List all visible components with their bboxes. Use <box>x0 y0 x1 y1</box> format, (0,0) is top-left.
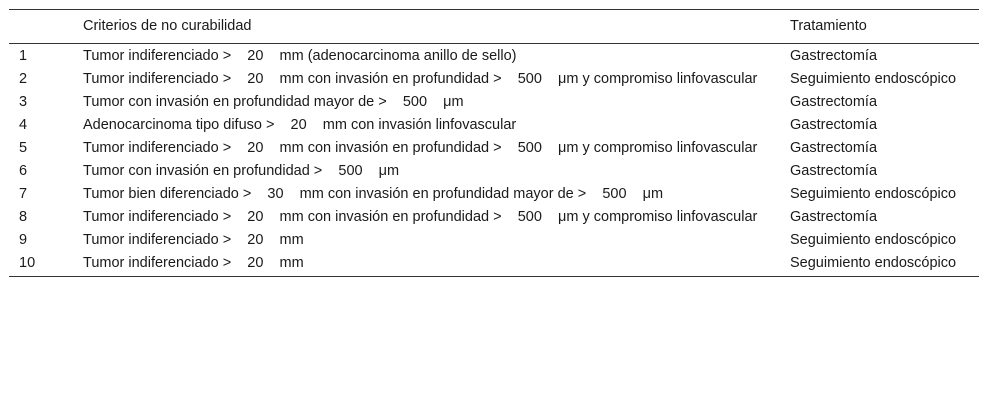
table-row <box>9 182 979 205</box>
row-number: 9 <box>19 232 28 248</box>
row-criteria: Tumor indiferenciado > 20 mm con invasión en profundidad > 500 μm y compromiso linfovascular <box>83 140 758 156</box>
header-treatment: Tratamiento <box>775 10 979 44</box>
row-number: 7 <box>19 186 28 202</box>
row-criteria: Adenocarcinoma tipo difuso > 20 mm con invasión linfovascular <box>83 117 517 133</box>
row-number: 2 <box>19 71 28 87</box>
row-treatment: Gastrectomía <box>790 140 878 156</box>
criteria-table-container <box>9 9 979 277</box>
row-criteria: Tumor con invasión en profundidad mayor de > 500 μm <box>83 94 464 110</box>
table-row <box>9 251 979 277</box>
table-row <box>9 205 979 228</box>
table-row <box>9 113 979 136</box>
row-number: 4 <box>19 117 28 133</box>
header-criteria: Criterios de no curabilidad <box>73 10 775 44</box>
row-criteria: Tumor indiferenciado > 20 mm con invasión en profundidad > 500 μm y compromiso linfovascular <box>83 71 758 87</box>
row-treatment: Seguimiento endoscópico <box>790 232 957 248</box>
row-treatment: Gastrectomía <box>790 94 878 110</box>
table-row <box>9 159 979 182</box>
row-treatment: Seguimiento endoscópico <box>790 71 957 87</box>
header-row <box>9 10 979 44</box>
row-criteria: Tumor indiferenciado > 20 mm <box>73 251 775 277</box>
table-row <box>9 136 979 159</box>
row-number: 10 <box>9 251 73 277</box>
row-treatment: Gastrectomía <box>790 209 878 225</box>
row-treatment: Gastrectomía <box>790 163 878 179</box>
row-criteria: Tumor indiferenciado > 20 mm (adenocarcinoma anillo de sello) <box>83 48 517 64</box>
row-treatment: Seguimiento endoscópico <box>790 186 957 202</box>
criteria-table <box>9 9 979 277</box>
row-number: 5 <box>19 140 28 156</box>
row-criteria: Tumor bien diferenciado > 30 mm con invasión en profundidad mayor de > 500 μm <box>83 186 664 202</box>
table-header <box>9 10 979 44</box>
table-row <box>9 67 979 90</box>
row-criteria: Tumor con invasión en profundidad > 500 μm <box>83 163 400 179</box>
table-body <box>9 44 979 277</box>
row-treatment: Gastrectomía <box>790 48 878 64</box>
row-criteria: Tumor indiferenciado > 20 mm <box>83 232 304 248</box>
row-number: 8 <box>19 209 28 225</box>
row-treatment: Seguimiento endoscópico <box>775 251 979 277</box>
row-treatment: Gastrectomía <box>790 117 878 133</box>
table-row <box>9 90 979 113</box>
row-number: 3 <box>19 94 28 110</box>
row-number: 6 <box>19 163 28 179</box>
header-number <box>9 10 73 44</box>
table-row <box>9 44 979 68</box>
row-number: 1 <box>19 48 28 64</box>
table-row <box>9 228 979 251</box>
row-criteria: Tumor indiferenciado > 20 mm con invasión en profundidad > 500 μm y compromiso linfovascular <box>83 209 758 225</box>
